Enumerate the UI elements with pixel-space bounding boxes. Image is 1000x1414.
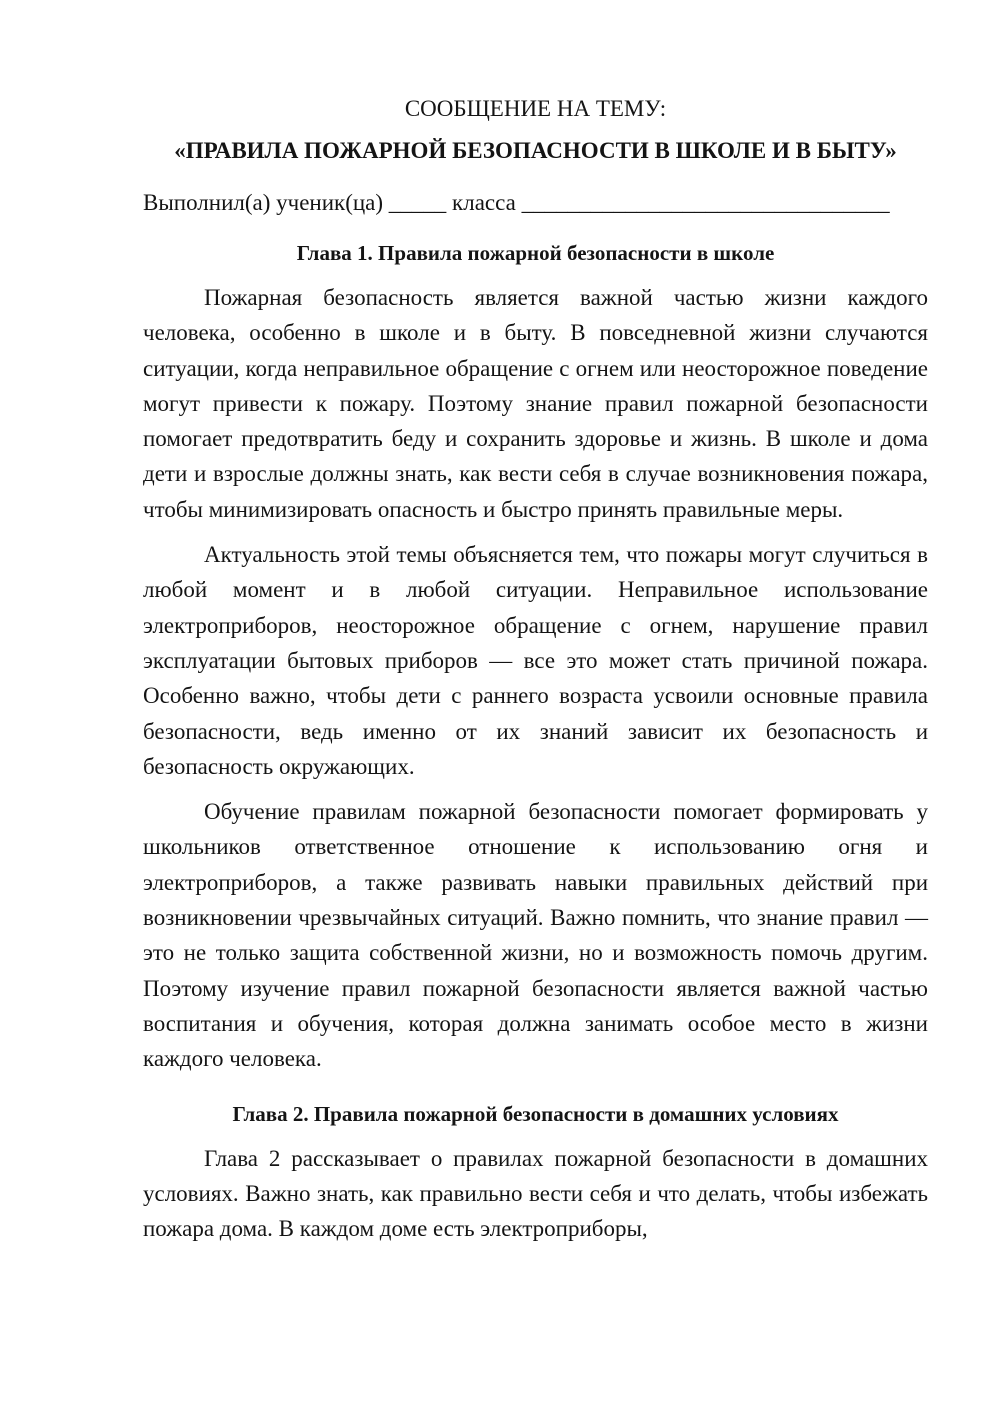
document-title-line2: «ПРАВИЛА ПОЖАРНОЙ БЕЗОПАСНОСТИ В ШКОЛЕ И В БЫТУ» [174,138,897,163]
author-line: Выполнил(а) ученик(ца) _____ класса ________________________________ [143,190,890,215]
chapter-1-heading: Глава 1. Правила пожарной безопасности в школе [296,241,775,265]
document-page [143,94,928,1256]
chapter-2-heading: Глава 2. Правила пожарной безопасности в домашних условиях [232,1101,839,1126]
chapter-1-paragraph-1: Пожарная безопасность является важной частью жизни каждого человека, особенно в школе и в быту. В повседневной жизни случаются ситуации, когда неправильное обращение с огнем или неосторожное поведение могут привести к пожару. Поэтому знание правил пожарной безопасности помогает предотвратить беду и сохранить здоровье и жизнь. В школе и дома дети и взрослые должны знать, как вести себя в случае возникновения пожара, чтобы минимизировать опасность и быстро принять правильные меры. [143,285,928,522]
chapter-2-paragraph-1: Глава 2 рассказывает о правилах пожарной безопасности в домашних условиях. Важно знать, как правильно вести себя и что делать, чтобы избежать пожара дома. В каждом доме есть электроприборы, [143,1145,928,1242]
document-title-line1: СООБЩЕНИЕ НА ТЕМУ: [404,96,667,121]
chapter-1-paragraph-3: Обучение правилам пожарной безопасности помогает формировать у школьников ответственное отношение к использованию огня и электроприборов, а также развивать навыки правильных действий при возникновении чрезвычайных ситуаций. Важно помнить, что знание правил — это не только защита собственной жизни, но и возможность помочь другим. Поэтому изучение правил пожарной безопасности является важной частью воспитания и обучения, которая должна занимать особое место в жизни каждого человека. [143,799,928,1072]
chapter-1-paragraph-2: Актуальность этой темы объясняется тем, что пожары могут случиться в любой момент и в любой ситуации. Неправильное использование электроприборов, неосторожное обращение с огнем, нарушение правил эксплуатации бытовых приборов — все это может стать причиной пожара. Особенно важно, чтобы дети с раннего возраста усвоили основные правила безопасности, ведь именно от их знаний зависит их безопасность и безопасность окружающих. [143,542,928,779]
